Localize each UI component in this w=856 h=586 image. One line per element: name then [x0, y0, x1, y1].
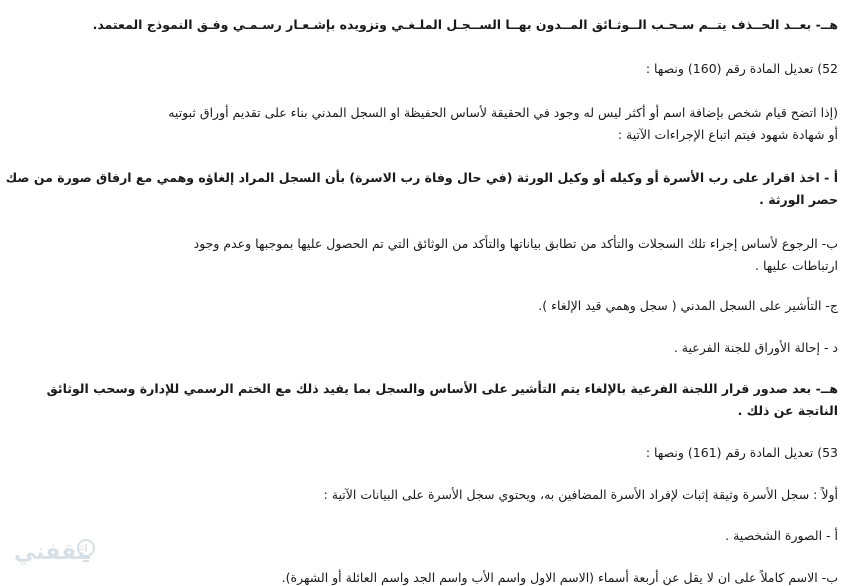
- paragraph-line-4: أو شهادة شهود فيتم اتباع الإجراءات الآتية :: [617, 127, 838, 142]
- paragraph-line-9: ج- التأشير على السجل المدني ( سجل وهمي قيد الإلغاء ).: [538, 298, 838, 313]
- paragraph-line-15: أ - الصورة الشخصية .: [725, 528, 838, 543]
- paragraph-line-8: ارتباطات عليها .: [755, 258, 838, 273]
- article-heading-53: 53) تعديل المادة رقم (161) ونصها :: [645, 445, 838, 460]
- article-heading-52: 52) تعديل المادة رقم (160) ونصها :: [645, 61, 838, 76]
- paragraph-line-6: حصر الورثة .: [759, 192, 838, 207]
- paragraph-line-3: (إذا اتضح قيام شخص بإضافة اسم أو أكثر ليس له وجود في الحقيقة لأساس الحفيظة او السجل المدني بناء على تقديم أوراق ثبوتيه: [168, 105, 838, 120]
- paragraph-line-11: هــ- بعد صدور قرار اللجنة الفرعية بالإلغاء يتم التأشير على الأساس والسجل بما يفيد ذلك مع الختم الرسمي للإدارة وسحب الوثائق: [46, 381, 838, 396]
- paragraph-line-12: الناتجة عن ذلك .: [737, 403, 838, 418]
- paragraph-line-7: ب- الرجوع لأساس إجراء تلك السجلات والتأكد من تطابق بياناتها والتأكد من الوثائق التي تم الحصول عليها بموجبها وعدم وجود: [193, 236, 838, 251]
- paragraph-line-1: هــ- بعــد الحــذف يتــم سـحـب الــوثـائق المــدون بهــا الســجـل الملـغـي وتزويده بإشـعـار رسـمـي وفـق النموذج المعتمد.: [92, 17, 838, 32]
- paragraph-line-5: أ - اخذ اقرار على رب الأسرة أو وكيله أو وكيل الورثة (في حال وفاة رب الاسرة) بأن السجل المراد إلغاؤه وهمي مع ارفاق صورة من صك: [5, 170, 838, 185]
- paragraph-line-14: أولاً : سجل الأسرة وثيقة إثبات لإفراد الأسرة المضافين به، ويحتوي سجل الأسرة على البيانات الآتية :: [323, 487, 838, 502]
- lightbulb-icon: [76, 538, 96, 568]
- watermark-text: ثقفني: [14, 540, 86, 565]
- paragraph-line-10: د - إحالة الأوراق للجنة الفرعية .: [673, 340, 838, 355]
- site-watermark: [6, 534, 102, 580]
- paragraph-line-16: ب- الاسم كاملاً على ان لا يقل عن أربعة أسماء (الاسم الاول واسم الأب واسم الجد واسم العائلة أو الشهرة).: [281, 570, 838, 585]
